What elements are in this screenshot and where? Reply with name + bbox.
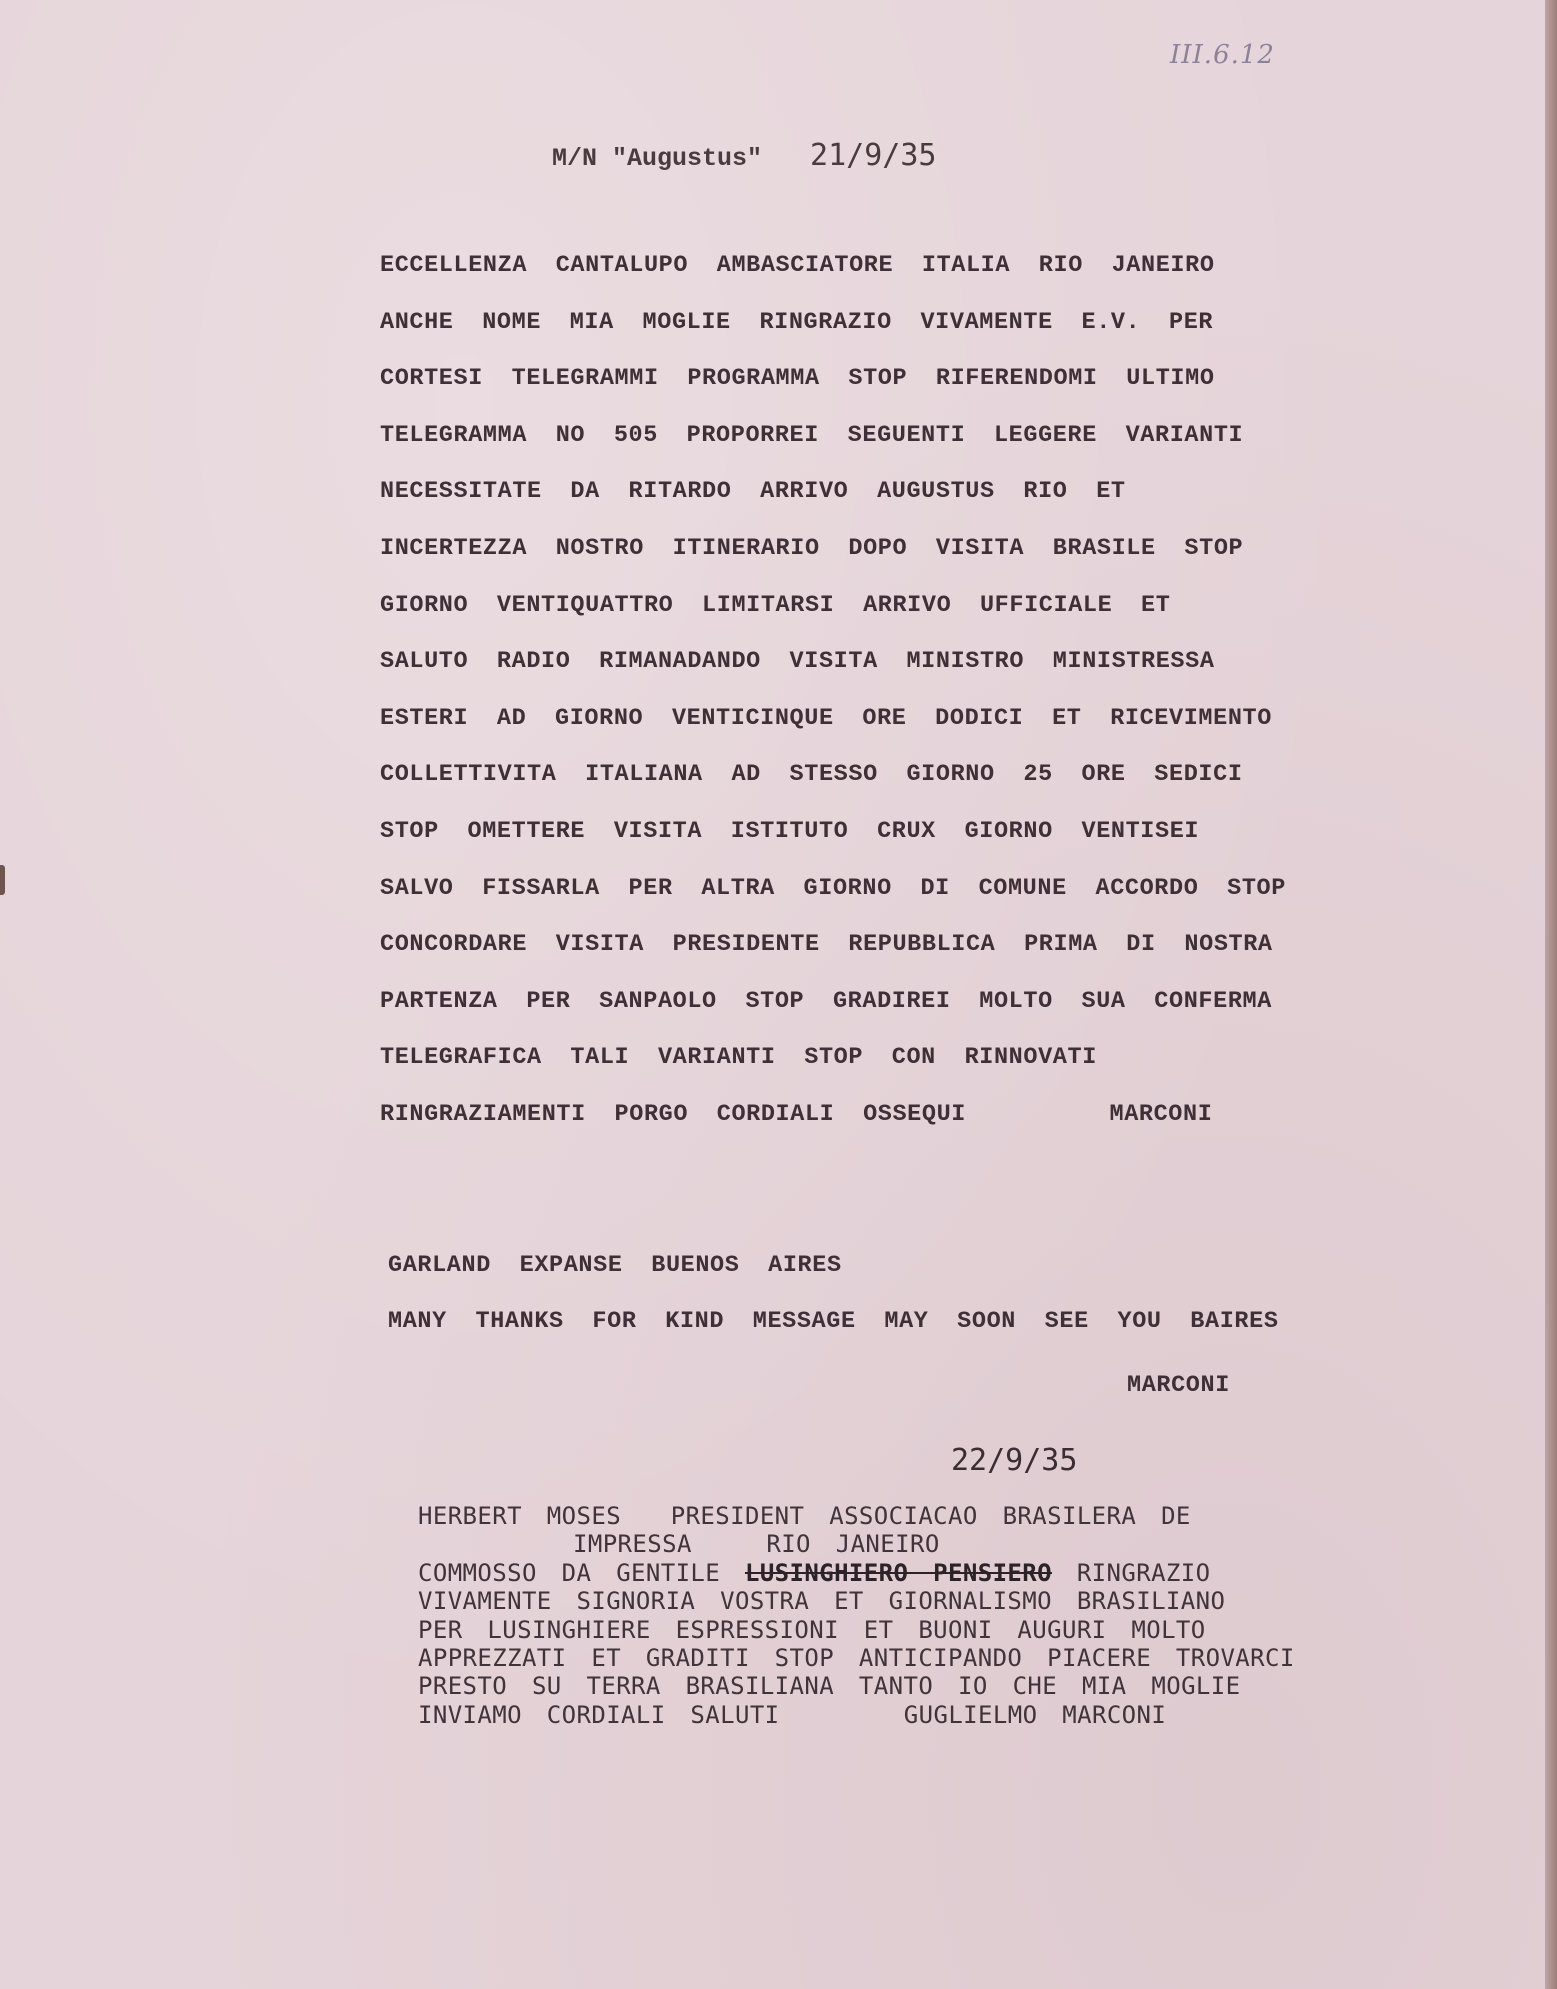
telegram-moses — [418, 1502, 1518, 1729]
punch-hole — [0, 865, 5, 895]
text-line: HERBERT MOSES PRESIDENT ASSOCIACAO BRASILERA DE — [418, 1502, 1191, 1530]
page-edge — [1545, 0, 1557, 1989]
ship-name: M/N "Augustus" — [552, 144, 763, 173]
text-fragment: RINGRAZIO — [1051, 1558, 1211, 1587]
text-line: TELEGRAMMA NO 505 PROPORREI SEGUENTI LEGGERE VARIANTI — [380, 421, 1244, 449]
text-line: PER LUSINGHIERE ESPRESSIONI ET BUONI AUGURI MOLTO — [418, 1615, 1206, 1644]
text-fragment: COMMOSSO DA GENTILE — [418, 1558, 745, 1587]
second-date: 22/9/35 — [951, 1443, 1078, 1478]
text-line: ECCELLENZA CANTALUPO AMBASCIATORE ITALIA RIO JANEIRO — [380, 252, 1215, 279]
text-line: SALUTO RADIO RIMANADANDO VISITA MINISTRO MINISTRESSA — [380, 648, 1215, 676]
text-line: VIVAMENTE SIGNORIA VOSTRA ET GIORNALISMO BRASILIANO — [418, 1587, 1226, 1616]
text-line: PRESTO SU TERRA BRASILIANA TANTO IO CHE MIA MOGLIE — [418, 1672, 1241, 1701]
text-line: NECESSITATE DA RITARDO ARRIVO AUGUSTUS RIO ET — [380, 478, 1126, 506]
text-line: ANCHE NOME MIA MOGLIE RINGRAZIO VIVAMENTE E.V. PER — [380, 308, 1214, 336]
telegram-garland — [388, 1252, 1448, 1364]
text-line: STOP OMETTERE VISITA ISTITUTO CRUX GIORNO VENTISEI — [380, 817, 1200, 845]
text-line: CONCORDARE VISITA PRESIDENTE REPUBBLICA PRIMA DI NOSTRA — [380, 931, 1273, 959]
text-line: TELEGRAFICA TALI VARIANTI STOP CON RINNOVATI — [380, 1044, 1097, 1072]
text-line — [418, 1559, 1518, 1587]
signature-marconi: MARCONI — [1127, 1372, 1230, 1399]
text-line: PARTENZA PER SANPAOLO STOP GRADIREI MOLTO SUA CONFERMA — [380, 987, 1272, 1015]
struck-text: LUSINGHIERO PENSIERO — [744, 1558, 1052, 1587]
text-line: ESTERI AD GIORNO VENTICINQUE ORE DODICI ET RICEVIMENTO — [380, 704, 1272, 732]
text-line: GARLAND EXPANSE BUENOS AIRES — [388, 1252, 842, 1279]
text-line: SALVO FISSARLA PER ALTRA GIORNO DI COMUNE ACCORDO STOP — [380, 874, 1286, 902]
document-header — [552, 138, 936, 173]
header-date: 21/9/35 — [810, 138, 937, 173]
text-line: COLLETTIVITA ITALIANA AD STESSO GIORNO 25 ORE SEDICI — [380, 761, 1243, 789]
text-line: GIORNO VENTIQUATTRO LIMITARSI ARRIVO UFFICIALE ET — [380, 591, 1171, 619]
text-line: CORTESI TELEGRAMMI PROGRAMMA STOP RIFERENDOMI ULTIMO — [380, 365, 1215, 393]
text-line: MANY THANKS FOR KIND MESSAGE MAY SOON SEE YOU BAIRES — [388, 1308, 1279, 1335]
text-line: APPREZZATI ET GRADITI STOP ANTICIPANDO PIACERE TROVARCI — [418, 1643, 1295, 1672]
text-line: INVIAMO CORDIALI SALUTI GUGLIELMO MARCONI — [418, 1700, 1167, 1729]
text-line: INCERTEZZA NOSTRO ITINERARIO DOPO VISITA BRASILE STOP — [380, 534, 1244, 562]
archive-mark: III.6.12 — [1170, 40, 1275, 70]
text-line: IMPRESSA RIO JANEIRO — [573, 1530, 940, 1559]
telegram-cantalupo — [380, 252, 1440, 1158]
text-line: RINGRAZIAMENTI PORGO CORDIALI OSSEQUI MARCONI — [380, 1100, 1213, 1128]
